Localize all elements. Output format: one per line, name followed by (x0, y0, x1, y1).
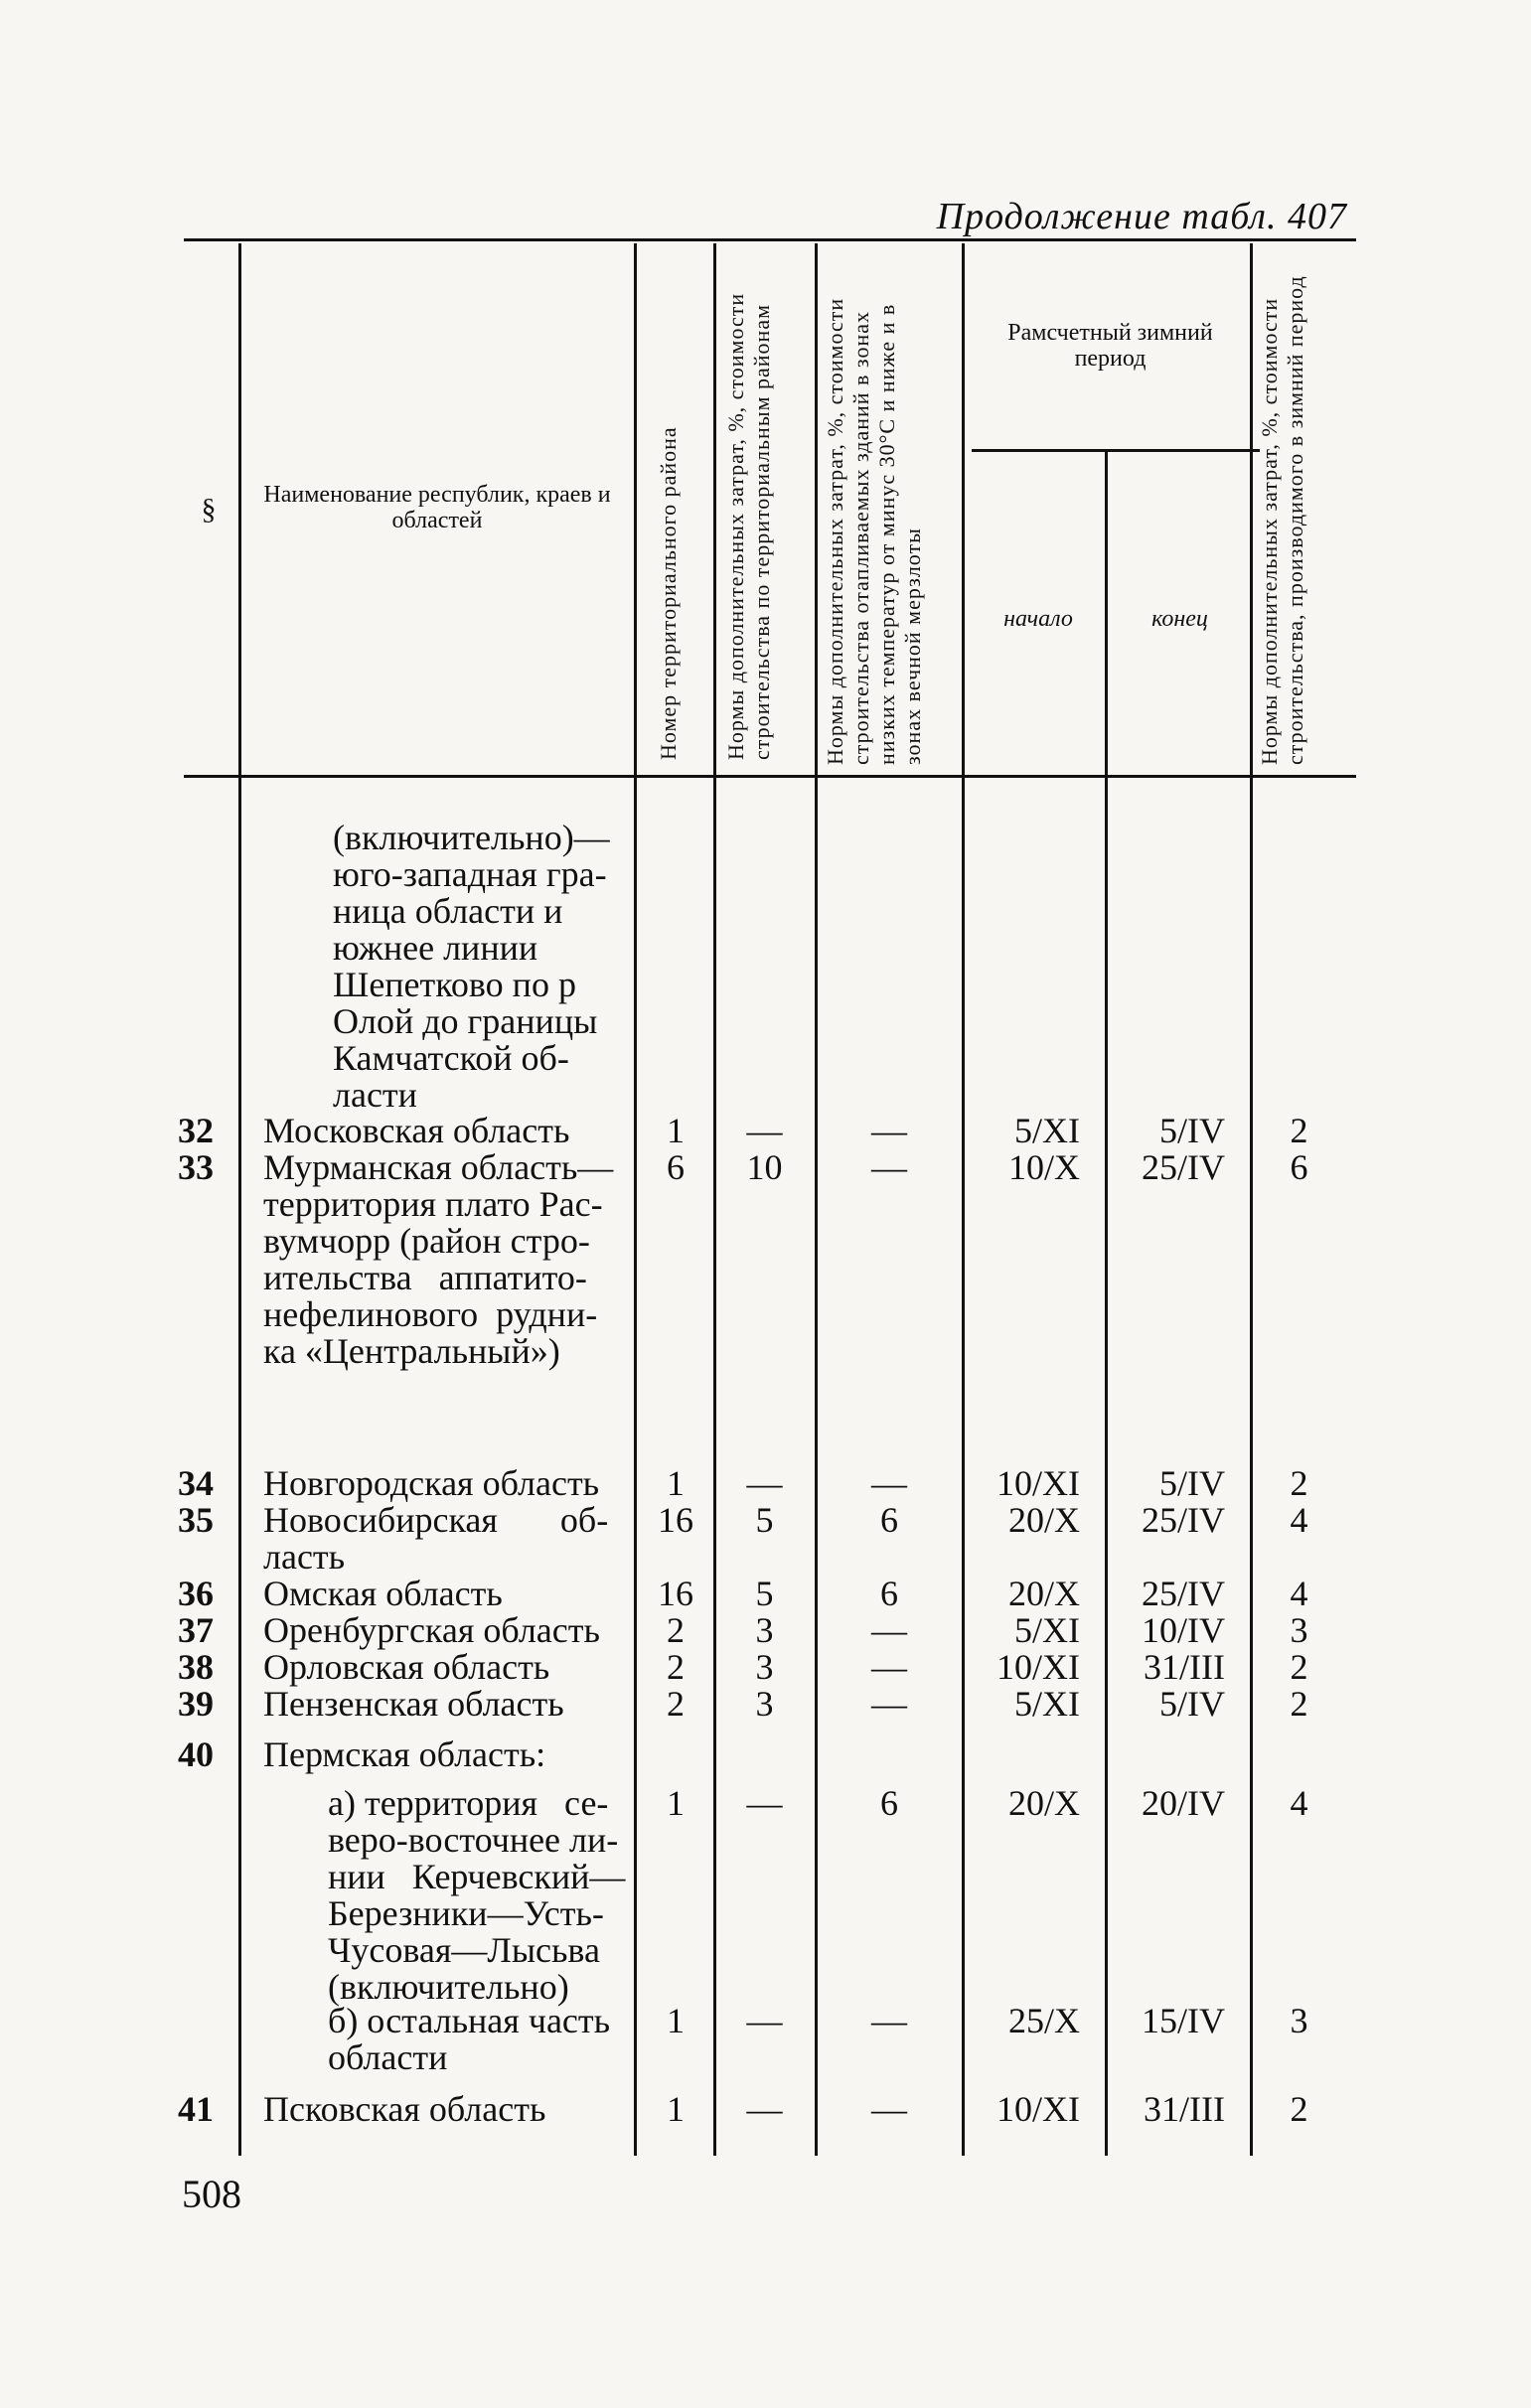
row-norms-winter: 2 (1290, 1463, 1308, 1503)
winter-period-rule (972, 449, 1260, 452)
col-rule-4 (815, 243, 818, 2156)
row-norms-winter: 2 (1290, 2089, 1308, 2129)
row-name-line: Оренбургская область (263, 1610, 600, 1650)
continuation-line: юго-западная гра- (333, 854, 607, 894)
row-district: 1 (667, 2089, 685, 2129)
row-start: 10/XI (996, 2089, 1080, 2129)
row-start: 20/X (1008, 1574, 1080, 1613)
row-norms-terr: 3 (755, 1610, 774, 1650)
row-name-line: Новгородская область (263, 1463, 600, 1503)
row-name-line: нии Керчевский— (328, 1857, 626, 1896)
row-number: 33 (178, 1147, 214, 1187)
row-norms-winter: 2 (1290, 1684, 1308, 1724)
header-district: Номер территориального района (656, 426, 681, 760)
row-start: 20/X (1008, 1500, 1080, 1540)
row-end: 20/IV (1142, 1783, 1225, 1823)
header-norms-terr: Нормы дополнительных затрат, %, стоимости строительства по территориальным районам (723, 292, 774, 760)
col-rule-5 (962, 243, 965, 2156)
row-end: 31/III (1144, 1647, 1225, 1687)
row-number: 39 (178, 1684, 214, 1724)
row-district: 1 (667, 1783, 685, 1823)
row-norms-terr: — (746, 2001, 783, 2040)
row-district: 2 (667, 1647, 685, 1687)
row-number: 38 (178, 1647, 214, 1687)
row-norms-cold: 6 (880, 1783, 898, 1823)
col-rule-6 (1105, 452, 1108, 2156)
row-name-line: Московская область (263, 1111, 570, 1150)
row-norms-terr: 3 (755, 1684, 774, 1724)
row-norms-terr: — (746, 2089, 783, 2129)
header-num: § (201, 493, 217, 526)
continuation-line: Шепетково по р (333, 965, 576, 1004)
row-number: 35 (178, 1500, 214, 1540)
row-number: 41 (178, 2089, 214, 2129)
col-rule-2 (634, 243, 637, 2156)
row-norms-cold: — (871, 1111, 907, 1150)
row-end: 25/IV (1142, 1574, 1225, 1613)
row-end: 5/IV (1159, 1684, 1225, 1724)
row-name-line: Березники—Усть- (328, 1893, 604, 1933)
row-start: 10/XI (996, 1647, 1080, 1687)
row-name-line: веро-восточнее ли- (328, 1820, 619, 1860)
row-district: 1 (667, 2001, 685, 2040)
row-start: 5/XI (1014, 1111, 1080, 1150)
row-norms-cold: — (871, 2089, 907, 2129)
header-norms-cold: Нормы дополнительных затрат, %, стоимости строительства отапливаемых зданий в зонах низких температур от минус 30°С и ниже и в зонах вечной мерзлоты (823, 297, 925, 765)
row-start: 10/X (1008, 1147, 1080, 1187)
header-bottom-rule (184, 775, 1356, 778)
row-name-line: Псковская область (263, 2089, 546, 2129)
row-name-line: Новосибирская об- (263, 1500, 609, 1540)
row-name-line: (включительно) (328, 1967, 569, 2007)
col-rule-7 (1250, 243, 1253, 2156)
continuation-line: (включительно)— (333, 818, 610, 857)
row-end: 25/IV (1142, 1500, 1225, 1540)
row-start: 5/XI (1014, 1684, 1080, 1724)
row-norms-winter: 4 (1290, 1574, 1308, 1613)
row-name-line: вумчорр (район стро- (263, 1221, 590, 1261)
row-name-line: Чусовая—Лысьва (328, 1930, 600, 1970)
row-number: 32 (178, 1111, 214, 1150)
row-norms-cold: — (871, 1684, 907, 1724)
row-end: 31/III (1144, 2089, 1225, 2129)
row-name-line: Пензенская область (263, 1684, 564, 1724)
row-norms-terr: 5 (755, 1500, 774, 1540)
row-name-line: ка «Центральный») (263, 1331, 560, 1371)
row-norms-winter: 4 (1290, 1783, 1308, 1823)
row-end: 5/IV (1159, 1111, 1225, 1150)
continuation-line: ница области и (333, 891, 563, 931)
row-norms-cold: 6 (880, 1574, 898, 1613)
continuation-line: Олой до границы (333, 1001, 598, 1041)
row-start: 25/X (1008, 2001, 1080, 2040)
continuation-line: Камчатской об- (333, 1038, 569, 1078)
row-number: 36 (178, 1574, 214, 1613)
row-district: 2 (667, 1684, 685, 1724)
row-district: 1 (667, 1463, 685, 1503)
header-winter-period: Рамсчетный зимний период (1007, 320, 1213, 372)
row-norms-winter: 3 (1290, 1610, 1308, 1650)
row-start: 20/X (1008, 1783, 1080, 1823)
row-norms-cold: — (871, 1147, 907, 1187)
row-norms-terr: — (746, 1111, 783, 1150)
row-name-line: ласть (263, 1537, 346, 1577)
row-norms-winter: 3 (1290, 2001, 1308, 2040)
page-number: 508 (182, 2172, 241, 2216)
table-caption: Продолжение табл. 407 (936, 196, 1347, 237)
row-number: 34 (178, 1463, 214, 1503)
row-norms-cold: — (871, 2001, 907, 2040)
row-start: 10/XI (996, 1463, 1080, 1503)
continuation-line: ласти (333, 1075, 417, 1115)
row-district: 16 (658, 1500, 693, 1540)
table-top-rule (184, 238, 1356, 241)
row-name-line: а) территория се- (328, 1783, 609, 1823)
row-name-line: Орловская область (263, 1647, 550, 1687)
row-district: 6 (667, 1147, 685, 1187)
row-norms-winter: 4 (1290, 1500, 1308, 1540)
row-start: 5/XI (1014, 1610, 1080, 1650)
col-rule-1 (238, 243, 241, 2156)
row-norms-winter: 6 (1290, 1147, 1308, 1187)
row-norms-winter: 2 (1290, 1647, 1308, 1687)
header-end: конец (1151, 606, 1208, 632)
row-end: 5/IV (1159, 1463, 1225, 1503)
header-norms-winter: Нормы дополнительных затрат, %, стоимости строительства, производимого в зимний период (1257, 275, 1307, 765)
row-name-line: ительства аппатито- (263, 1258, 587, 1297)
row-name-line: Пермская область: (263, 1734, 546, 1774)
row-end: 10/IV (1142, 1610, 1225, 1650)
row-number: 40 (178, 1734, 214, 1774)
continuation-line: южнее линии (333, 928, 538, 968)
row-name-line: области (328, 2037, 448, 2077)
row-norms-terr: — (746, 1783, 783, 1823)
row-name-line: территория плато Рас- (263, 1184, 603, 1224)
row-norms-terr: — (746, 1463, 783, 1503)
row-name-line: нефелинового рудни- (263, 1294, 598, 1334)
row-end: 25/IV (1142, 1147, 1225, 1187)
row-name-line: б) остальная часть (328, 2001, 611, 2040)
header-name: Наименование республик, краев и областей (263, 482, 611, 533)
row-district: 1 (667, 1111, 685, 1150)
col-rule-3 (713, 243, 716, 2156)
header-start: начало (1003, 606, 1073, 632)
row-norms-cold: — (871, 1463, 907, 1503)
row-number: 37 (178, 1610, 214, 1650)
row-norms-terr: 10 (746, 1147, 783, 1187)
row-name-line: Омская область (263, 1574, 503, 1613)
row-norms-cold: — (871, 1647, 907, 1687)
row-norms-terr: 3 (755, 1647, 774, 1687)
row-district: 16 (658, 1574, 693, 1613)
row-norms-cold: 6 (880, 1500, 898, 1540)
row-district: 2 (667, 1610, 685, 1650)
row-norms-cold: — (871, 1610, 907, 1650)
row-end: 15/IV (1142, 2001, 1225, 2040)
row-name-line: Мурманская область— (263, 1147, 614, 1187)
row-norms-terr: 5 (755, 1574, 774, 1613)
row-norms-winter: 2 (1290, 1111, 1308, 1150)
